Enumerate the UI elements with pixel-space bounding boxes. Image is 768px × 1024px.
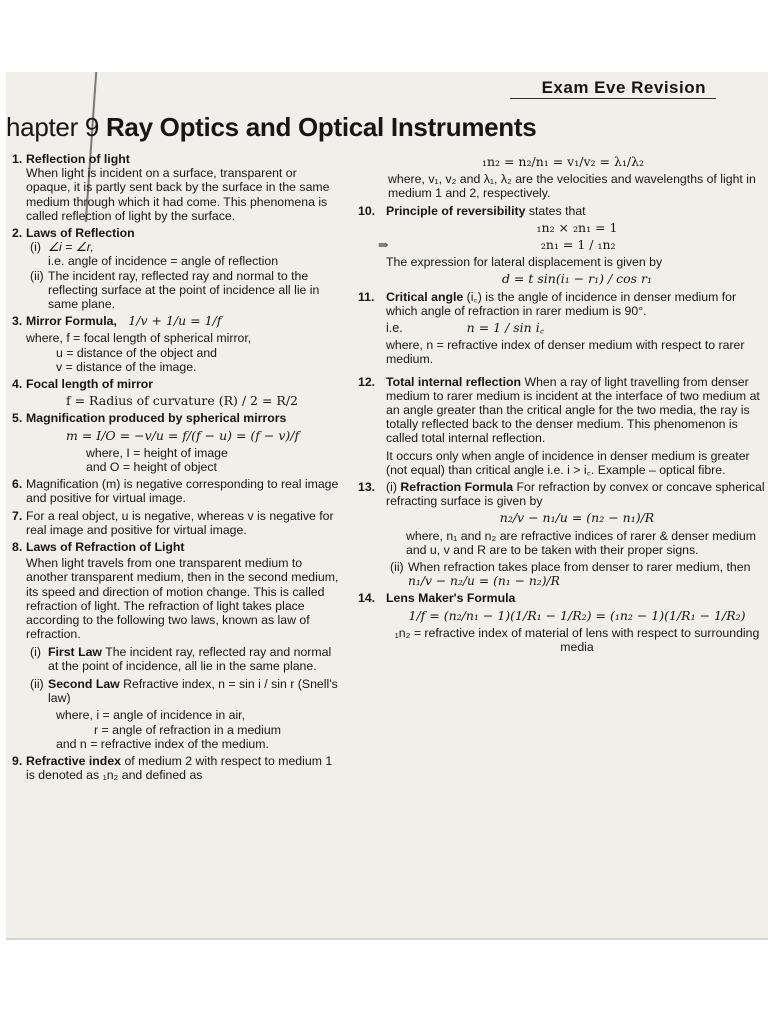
chapter-heading (6, 112, 536, 143)
law-text: The incident ray, reflected ray and normal at the point of incidence, all lie in the same plane. (48, 644, 332, 673)
section-heading: Focal length of mirror (26, 377, 154, 392)
snells-law-formula: Refractive index, n = sin i / sin r (Snell's law) (48, 676, 338, 706)
section-number: 8. (12, 540, 23, 555)
section-refractive-index (12, 754, 344, 782)
section-heading: Laws of Reflection (26, 226, 135, 241)
law-number: (ii) (30, 676, 44, 691)
where-line: where, n = refractive index of denser medium with respect to rarer medium. (386, 338, 745, 367)
section-heading: Mirror Formula, (26, 314, 117, 329)
section-refraction-formula (358, 480, 768, 588)
sub-number: (i) (386, 480, 397, 495)
where-line: where, I = height of image (86, 445, 228, 460)
law-note: i.e. angle of incidence = angle of reflection (48, 254, 279, 269)
section-focal-length (12, 377, 344, 408)
where-line: v = distance of the image. (56, 359, 197, 374)
where-line: u = distance of the object and (56, 345, 218, 360)
law-item (26, 240, 344, 268)
section-number: 3. (12, 314, 23, 329)
critical-angle-formula (386, 321, 768, 335)
section-heading: Magnification produced by spherical mirrors (26, 411, 287, 426)
section-number: 6. (12, 477, 23, 492)
where-line: and O = height of object (86, 460, 217, 475)
section-heading: Total internal reflection (386, 374, 522, 389)
section-total-internal-reflection (358, 375, 768, 477)
focal-length-formula: f = Radius of curvature (R) / 2 = R/2 (66, 393, 298, 409)
law-formula: ∠i = ∠r, (48, 240, 94, 255)
law-number: (ii) (30, 268, 44, 283)
section-number: 9. (12, 753, 23, 768)
section-text: of medium 2 with respect to medium 1 is denoted as ₁n₂ and defined as (26, 753, 333, 783)
section-text: states that (528, 203, 586, 218)
section-number: 12. (358, 374, 376, 389)
implies-arrow-icon: ⇒ (378, 237, 389, 253)
section-magnification (12, 411, 344, 474)
section-heading: Lens Maker's Formula (386, 591, 516, 606)
section-text: When refraction takes place from denser to rarer medium, then (408, 560, 751, 575)
chapter-title: Ray Optics and Optical Instruments (105, 112, 537, 142)
exam-eve-revision-tag: Exam Eve Revision (510, 78, 716, 99)
left-column (12, 152, 344, 785)
section-text: When a ray of light travelling from denser medium to rarer medium is incident at the interface of two medium at an angle greater than the critical angle for the two media, the ray is totally reflected back to the denser medium. This phenomenon is called total internal reflection. (386, 374, 760, 446)
law-heading: Second Law (48, 676, 120, 691)
section-laws-of-refraction (12, 540, 344, 751)
where-line: where, n₁ and n₂ are refractive indices of rarer & denser medium and u, v and R are to be taken with their proper signs. (406, 528, 756, 557)
section-heading: Critical angle (386, 289, 464, 304)
reversibility-formula: ₁n₂ × ₂n₁ = 1 (536, 219, 618, 235)
law-item (26, 269, 344, 312)
reversibility-formula-2 (378, 237, 768, 253)
section-sign-convention (12, 509, 344, 537)
section-text: It occurs only when angle of incidence in denser medium is greater (not equal) than critical angle i.e. i > i꜀. Example – optical fibre. (386, 448, 750, 477)
section-mirror-formula (12, 314, 344, 374)
refractive-index-formula: ₁n₂ = n₂/n₁ = v₁/v₂ = λ₁/λ₂ (481, 154, 645, 169)
ie-label: i.e. (386, 321, 403, 336)
chapter-number: hapter 9 (6, 112, 100, 142)
law-item (26, 645, 344, 673)
law-number: (i) (30, 240, 41, 255)
magnification-formula: m = I/O = −v/u = f/(f − u) = (f − v)/f (66, 427, 300, 443)
where-line: and n = refractive index of the medium. (56, 736, 269, 751)
law-item (26, 677, 344, 705)
where-line: ₁n₂ = refractive index of material of lens with respect to surrounding media (394, 625, 760, 655)
law-number: (i) (30, 644, 41, 659)
section-heading: Laws of Refraction of Light (26, 540, 185, 555)
section-text: For a real object, u is negative, whereas v is negative for real image and positive for virtual image. (26, 508, 334, 537)
refraction-subitem (386, 560, 768, 588)
section-number: 4. (12, 377, 23, 392)
section-number: 7. (12, 508, 23, 523)
section-lens-maker (358, 591, 768, 654)
section-text: For refraction by convex or concave spherical refracting surface is given by (386, 480, 765, 509)
section-number: 14. (358, 591, 376, 606)
law-text: The incident ray, reflected ray and normal to the reflecting surface at the point of incidence all lie in same plane. (48, 268, 320, 312)
law-heading: First Law (48, 644, 102, 659)
section-reversibility (358, 204, 768, 287)
formula-text: ₂n₁ = 1 / ₁n₂ (540, 237, 616, 253)
lateral-displacement-formula: d = t sin(i₁ − r₁) / cos r₁ (501, 271, 653, 287)
section-number: 1. (12, 152, 23, 166)
formula-text: n = 1 / sin i꜀ (466, 320, 545, 336)
section-text: When light is incident on a surface, transparent or opaque, it is partly sent back by the surface in the same medium through which it had come. This phenomena is called reflection of light by the surface. (26, 166, 330, 223)
refraction-formula: n₂/v − n₁/u = (n₂ − n₁)/R (499, 510, 655, 526)
section-heading: Refraction Formula (400, 480, 514, 495)
right-column (358, 152, 768, 657)
section-number: 10. (358, 203, 376, 218)
section-heading: Principle of reversibility (386, 203, 526, 218)
section-number: 2. (12, 226, 23, 241)
section-reflection (12, 152, 344, 223)
refraction-formula-2: n₁/v − n₂/u = (n₁ − n₂)/R (408, 574, 560, 589)
section-critical-angle (358, 290, 768, 367)
section-number: 11. (358, 289, 375, 304)
section-text: Magnification (m) is negative corresponding to real image and positive for virtual image. (26, 477, 339, 506)
section-text: The expression for lateral displacement is given by (386, 255, 663, 270)
where-line: where, f = focal length of spherical mirror, (26, 331, 252, 346)
section-sign-magnification (12, 477, 344, 505)
section-number: 5. (12, 411, 23, 426)
section-text: (i꜀) is the angle of incidence in denser medium for which angle of refraction in rarer medium is 90°. (386, 289, 737, 318)
section-number: 13. (358, 480, 376, 495)
mirror-formula: 1/v + 1/u = 1/f (128, 313, 222, 329)
textbook-page (6, 72, 768, 940)
section-heading: Refractive index (26, 753, 122, 768)
where-line: r = angle of refraction in a medium (94, 722, 281, 737)
sub-number: (ii) (390, 560, 404, 575)
section-laws-of-reflection (12, 226, 344, 311)
lens-maker-formula: 1/f = (n₂/n₁ − 1)(1/R₁ − 1/R₂) = (₁n₂ − 1)(1/R₁ − 1/R₂) (408, 607, 746, 623)
where-line: where, i = angle of incidence in air, (56, 708, 246, 723)
section-text: When light travels from one transparent medium to another transparent medium, then in the second medium, its speed and direction of motion change. This is called refraction of light. The refraction of light takes place according to the following two laws, known as law of refraction. (26, 556, 339, 642)
section-heading: Reflection of light (26, 152, 130, 166)
where-line: where, v₁, v₂ and λ₁, λ₂ are the velocities and wavelengths of light in medium 1 and 2, respectively. (388, 172, 756, 201)
